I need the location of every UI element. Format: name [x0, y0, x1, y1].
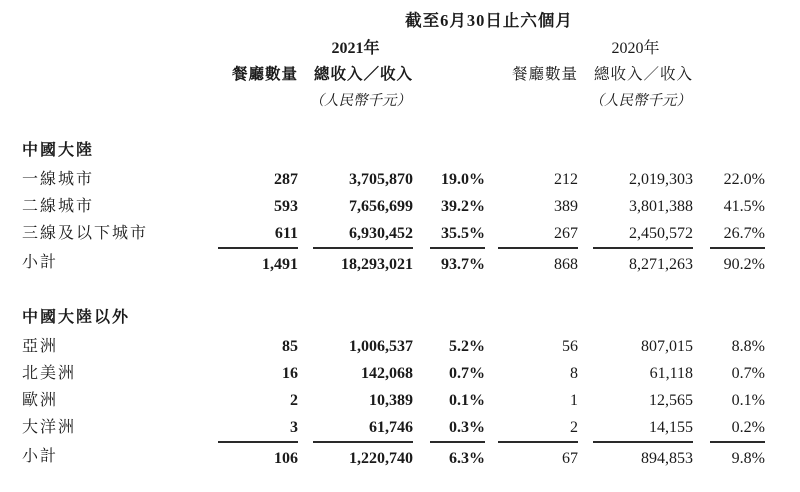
financial-table [0, 10, 765, 473]
title-row [22, 10, 765, 32]
count-2021: 2 [290, 392, 298, 409]
count-2020: 1 [570, 392, 578, 409]
revenue-2020: 2,019,303 [629, 171, 693, 188]
col-header-revenue-2020: 總收入／收入 [593, 66, 693, 83]
revenue-2021: 142,068 [361, 365, 413, 382]
col-header-revenue-2021: 總收入／收入 [313, 66, 413, 83]
count-2021: 3 [290, 419, 298, 436]
count-2020: 56 [562, 338, 578, 355]
row-label: 三線及以下城市 [22, 225, 149, 242]
revenue-2020: 12,565 [649, 392, 693, 409]
row-label: 大洋洲 [22, 419, 77, 436]
section-header-mainland-china: 中國大陸 [22, 142, 95, 159]
unit-label-2020: （人民幣千元） [589, 93, 691, 109]
revenue-2020: 3,801,388 [629, 198, 693, 215]
revenue-2020: 61,118 [649, 365, 693, 382]
pct-2020: 8.8% [731, 338, 765, 355]
pct-2021: 0.3% [449, 419, 485, 436]
count-2021: 85 [282, 338, 298, 355]
subtotal-label: 小計 [22, 254, 59, 271]
pct-2020: 41.5% [723, 198, 765, 215]
count-2020: 212 [554, 171, 578, 188]
subtotal-revenue-2021: 1,220,740 [313, 441, 413, 473]
pct-2020: 22.0% [723, 171, 765, 188]
col-header-count-2021: 餐廳數量 [231, 66, 298, 83]
column-header-row [22, 64, 765, 86]
pct-2020: 0.1% [731, 392, 765, 409]
revenue-2021: 3,705,870 [349, 171, 413, 188]
pct-2021: 5.2% [449, 338, 485, 355]
revenue-2021: 6,930,452 [349, 225, 413, 242]
count-2020: 8 [570, 365, 578, 382]
subtotal-row-mainland [22, 247, 765, 279]
table-row-asia [22, 333, 765, 360]
count-2020: 2 [570, 419, 578, 436]
year-2020-label: 2020年 [611, 40, 660, 57]
row-label: 二線城市 [22, 198, 95, 215]
count-2021: 16 [282, 365, 298, 382]
row-label: 亞洲 [22, 338, 59, 355]
subtotal-pct-2021: 93.7% [430, 247, 485, 279]
period-title: 截至6月30日止六個月 [405, 11, 573, 30]
pct-2021: 39.2% [441, 198, 485, 215]
subtotal-count-2021: 106 [218, 441, 298, 473]
col-header-count-2020: 餐廳數量 [511, 66, 578, 83]
count-2021: 611 [274, 225, 298, 242]
table-row-oceania [22, 414, 765, 441]
revenue-2021: 7,656,699 [349, 198, 413, 215]
count-2020: 267 [554, 225, 578, 242]
unit-row [22, 90, 765, 112]
unit-label-2021: （人民幣千元） [309, 93, 411, 109]
subtotal-revenue-2020: 894,853 [593, 441, 693, 473]
subtotal-pct-2020: 9.8% [710, 441, 765, 473]
pct-2021: 19.0% [441, 171, 485, 188]
revenue-2020: 14,155 [649, 419, 693, 436]
section-header-outside-mainland: 中國大陸以外 [22, 309, 131, 326]
revenue-2020: 807,015 [641, 338, 693, 355]
revenue-2021: 1,006,537 [349, 338, 413, 355]
table-row-europe [22, 387, 765, 414]
row-label: 歐洲 [22, 392, 59, 409]
subtotal-revenue-2020: 8,271,263 [593, 247, 693, 279]
year-header-row [22, 40, 765, 58]
subtotal-count-2021: 1,491 [218, 247, 298, 279]
pct-2020: 26.7% [723, 225, 765, 242]
row-label: 北美洲 [22, 365, 77, 382]
table-row-first-tier [22, 166, 765, 193]
pct-2020: 0.2% [731, 419, 765, 436]
revenue-2021: 10,389 [369, 392, 413, 409]
count-2020: 389 [554, 198, 578, 215]
subtotal-count-2020: 868 [498, 247, 578, 279]
subtotal-label: 小計 [22, 448, 59, 465]
pct-2021: 35.5% [441, 225, 485, 242]
pct-2020: 0.7% [731, 365, 765, 382]
subtotal-row-outside-mainland [22, 441, 765, 473]
table-row-third-tier [22, 220, 765, 247]
subtotal-revenue-2021: 18,293,021 [313, 247, 413, 279]
subtotal-pct-2020: 90.2% [710, 247, 765, 279]
subtotal-pct-2021: 6.3% [430, 441, 485, 473]
table-row-north-america [22, 360, 765, 387]
pct-2021: 0.7% [449, 365, 485, 382]
year-2021-label: 2021年 [331, 40, 380, 57]
revenue-2021: 61,746 [369, 419, 413, 436]
revenue-2020: 2,450,572 [629, 225, 693, 242]
row-label: 一線城市 [22, 171, 95, 188]
count-2021: 593 [274, 198, 298, 215]
table-row-second-tier [22, 193, 765, 220]
pct-2021: 0.1% [449, 392, 485, 409]
subtotal-count-2020: 67 [498, 441, 578, 473]
count-2021: 287 [274, 171, 298, 188]
title-spacer [22, 10, 213, 32]
